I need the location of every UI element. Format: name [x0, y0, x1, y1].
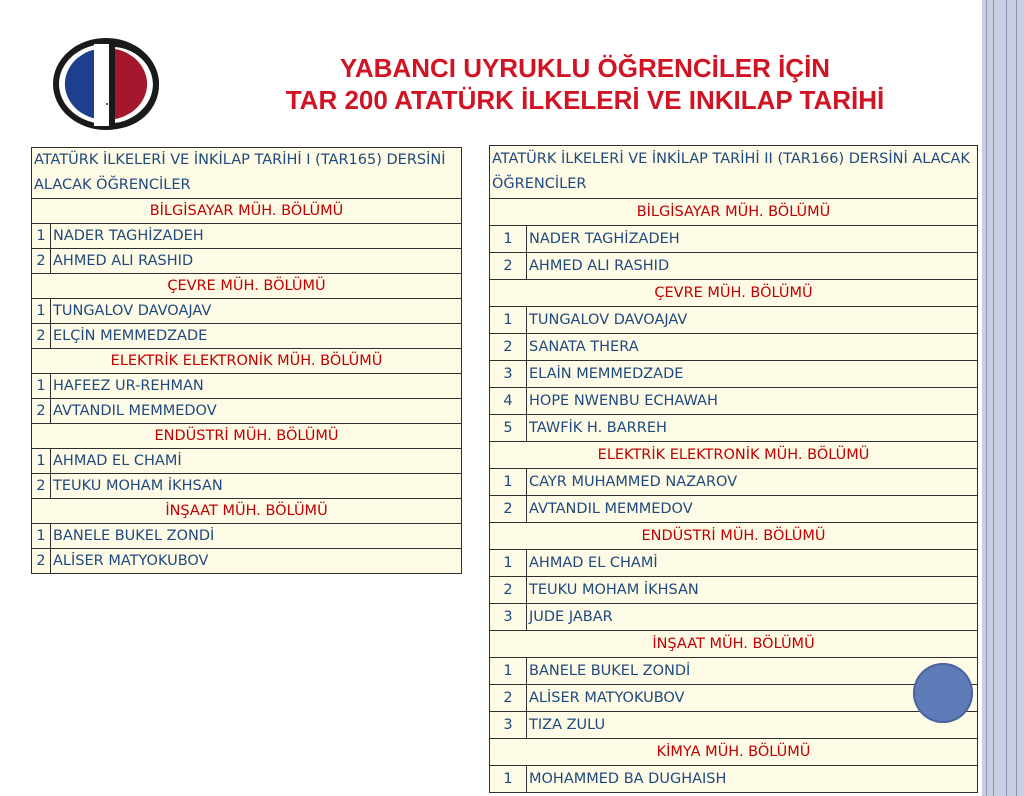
department-label: ENDÜSTRİ MÜH. BÖLÜMÜ	[32, 424, 462, 449]
table-row	[32, 224, 462, 249]
slide-border-line	[986, 0, 987, 796]
table-row	[32, 299, 462, 324]
row-number: 1	[490, 766, 527, 793]
student-name: AVTANDIL MEMMEDOV	[51, 399, 462, 424]
department-row	[490, 523, 978, 550]
table-row	[490, 658, 978, 685]
university-logo-icon	[52, 38, 160, 130]
student-name: TUNGALOV DAVOAJAV	[527, 307, 978, 334]
student-name: HAFEEZ UR-REHMAN	[51, 374, 462, 399]
department-label: ENDÜSTRİ MÜH. BÖLÜMÜ	[490, 523, 978, 550]
student-name: BANELE BUKEL ZONDİ	[51, 524, 462, 549]
student-name: SANATA THERA	[527, 334, 978, 361]
table-row	[32, 374, 462, 399]
table-row	[32, 249, 462, 274]
row-number: 5	[490, 415, 527, 442]
table-row	[490, 361, 978, 388]
slide-border-line	[1016, 0, 1017, 796]
title-line-2: TAR 200 ATATÜRK İLKELERİ VE INKILAP TARİHİ	[285, 85, 885, 115]
department-row	[490, 280, 978, 307]
department-label: BİLGİSAYAR MÜH. BÖLÜMÜ	[32, 199, 462, 224]
student-name: ALİSER MATYOKUBOV	[527, 685, 978, 712]
student-name: NADER TAGHİZADEH	[527, 226, 978, 253]
department-row	[490, 739, 978, 766]
table-row	[490, 496, 978, 523]
student-name: AHMED ALI RASHID	[527, 253, 978, 280]
slide-decoration-circle	[913, 663, 973, 723]
table-row	[32, 549, 462, 574]
row-number: 2	[32, 549, 51, 574]
department-label: İNŞAAT MÜH. BÖLÜMÜ	[490, 631, 978, 658]
table-row	[490, 334, 978, 361]
student-name: AHMED ALI RASHID	[51, 249, 462, 274]
student-name: JUDE JABAR	[527, 604, 978, 631]
table-row	[490, 415, 978, 442]
row-number: 1	[32, 524, 51, 549]
row-number: 2	[32, 249, 51, 274]
table-header-row	[490, 146, 978, 199]
page-title	[180, 52, 990, 116]
department-row	[32, 349, 462, 374]
department-label: ÇEVRE MÜH. BÖLÜMÜ	[490, 280, 978, 307]
table-row	[32, 449, 462, 474]
student-name: TEUKU MOHAM İKHSAN	[51, 474, 462, 499]
student-name: ELAİN MEMMEDZADE	[527, 361, 978, 388]
row-number: 2	[490, 685, 527, 712]
department-row	[32, 424, 462, 449]
department-row	[32, 499, 462, 524]
table-row	[490, 685, 978, 712]
slide-border-line	[993, 0, 994, 796]
row-number: 1	[32, 374, 51, 399]
student-name: AHMAD EL CHAMİ	[51, 449, 462, 474]
table-row	[490, 577, 978, 604]
table-row	[490, 766, 978, 793]
department-label: KİMYA MÜH. BÖLÜMÜ	[490, 739, 978, 766]
department-row	[32, 199, 462, 224]
student-name: HOPE NWENBU ECHAWAH	[527, 388, 978, 415]
title-line-1: YABANCI UYRUKLU ÖĞRENCİLER İÇİN	[339, 53, 831, 83]
row-number: 2	[490, 496, 527, 523]
student-name: AHMAD EL CHAMİ	[527, 550, 978, 577]
student-name: CAYR MUHAMMED NAZAROV	[527, 469, 978, 496]
row-number: 2	[490, 334, 527, 361]
department-label: ÇEVRE MÜH. BÖLÜMÜ	[32, 274, 462, 299]
table-row	[490, 253, 978, 280]
student-name: MOHAMMED BA DUGHAISH	[527, 766, 978, 793]
table-row	[32, 399, 462, 424]
row-number: 1	[490, 307, 527, 334]
department-label: ELEKTRİK ELEKTRONİK MÜH. BÖLÜMÜ	[490, 442, 978, 469]
student-table-tar165	[31, 147, 462, 574]
table-row	[32, 474, 462, 499]
table-row	[490, 604, 978, 631]
department-row	[490, 199, 978, 226]
student-name: ALİSER MATYOKUBOV	[51, 549, 462, 574]
row-number: 1	[490, 469, 527, 496]
row-number: 1	[490, 226, 527, 253]
department-row	[490, 631, 978, 658]
student-name: BANELE BUKEL ZONDİ	[527, 658, 978, 685]
table-row	[490, 388, 978, 415]
row-number: 1	[32, 224, 51, 249]
table-row	[32, 524, 462, 549]
department-row	[32, 274, 462, 299]
table-header: ATATÜRK İLKELERİ VE İNKİLAP TARİHİ I (TAR165) DERSİNİ ALACAK ÖĞRENCİLER	[32, 148, 462, 199]
student-name: ELÇİN MEMMEDZADE	[51, 324, 462, 349]
student-name: TEUKU MOHAM İKHSAN	[527, 577, 978, 604]
table-header-row	[32, 148, 462, 199]
table-row	[490, 550, 978, 577]
row-number: 1	[32, 299, 51, 324]
student-name: TUNGALOV DAVOAJAV	[51, 299, 462, 324]
table-row	[32, 324, 462, 349]
row-number: 2	[490, 577, 527, 604]
row-number: 1	[32, 449, 51, 474]
department-row	[490, 442, 978, 469]
department-label: ELEKTRİK ELEKTRONİK MÜH. BÖLÜMÜ	[32, 349, 462, 374]
row-number: 2	[32, 324, 51, 349]
student-name: NADER TAGHİZADEH	[51, 224, 462, 249]
student-name: TIZA ZULU	[527, 712, 978, 739]
row-number: 1	[490, 550, 527, 577]
row-number: 3	[490, 361, 527, 388]
department-label: İNŞAAT MÜH. BÖLÜMÜ	[32, 499, 462, 524]
table-row	[490, 307, 978, 334]
table-row	[490, 712, 978, 739]
student-name: TAWFİK H. BARREH	[527, 415, 978, 442]
slide-border-line	[1006, 0, 1007, 796]
department-label: BİLGİSAYAR MÜH. BÖLÜMÜ	[490, 199, 978, 226]
row-number: 3	[490, 604, 527, 631]
row-number: 2	[490, 253, 527, 280]
row-number: 3	[490, 712, 527, 739]
row-number: 2	[32, 399, 51, 424]
student-name: AVTANDIL MEMMEDOV	[527, 496, 978, 523]
row-number: 4	[490, 388, 527, 415]
row-number: 1	[490, 658, 527, 685]
table-row	[490, 469, 978, 496]
student-table-tar166	[489, 145, 978, 793]
slide-side-border	[982, 0, 1024, 796]
table-header: ATATÜRK İLKELERİ VE İNKİLAP TARİHİ II (TAR166) DERSİNİ ALACAK ÖĞRENCİLER	[490, 146, 978, 199]
row-number: 2	[32, 474, 51, 499]
table-row	[490, 226, 978, 253]
